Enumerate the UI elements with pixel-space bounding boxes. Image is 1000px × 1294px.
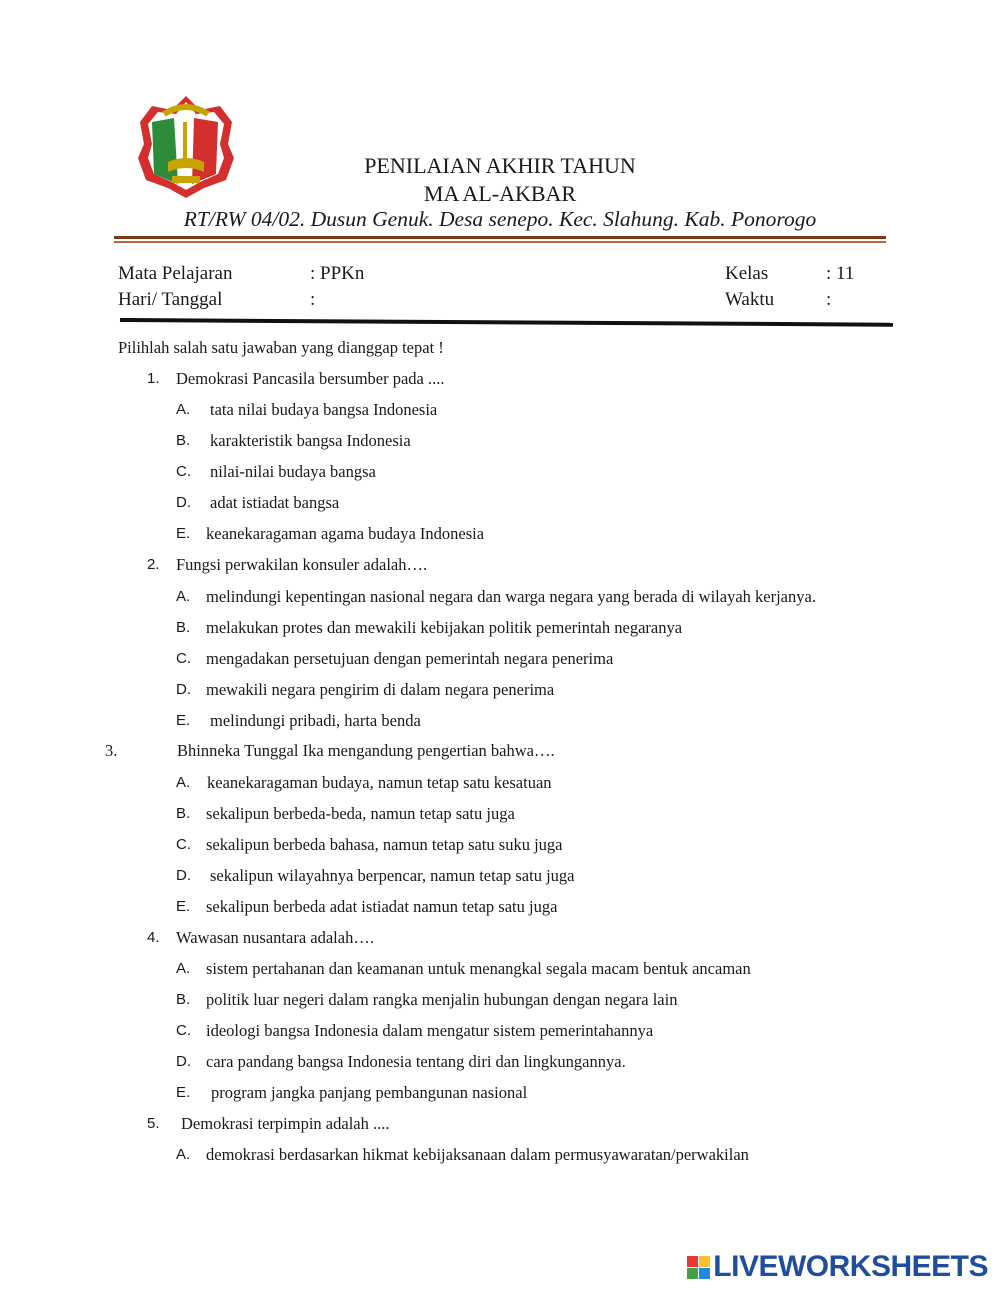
question-text: Bhinneka Tunggal Ika mengandung pengertian bahwa…. xyxy=(177,741,555,760)
school-name: MA AL-AKBAR xyxy=(423,181,577,206)
option-letter: E. xyxy=(176,1084,191,1101)
subject-value: : PPKn xyxy=(310,263,365,284)
subject-label: Mata Pelajaran xyxy=(118,263,233,284)
option-letter: B. xyxy=(176,805,191,822)
option-letter: B. xyxy=(176,619,191,636)
info-divider xyxy=(120,318,893,327)
option-text[interactable]: demokrasi berdasarkan hikmat kebijaksanaan dalam permusyawaratan/perwakilan xyxy=(206,1145,749,1164)
option-text[interactable]: sekalipun berbeda bahasa, namun tetap satu suku juga xyxy=(206,835,563,854)
brand-logo-icon xyxy=(687,1256,710,1279)
exam-title: PENILAIAN AKHIR TAHUN xyxy=(364,153,636,178)
option-letter: E. xyxy=(176,898,191,915)
header-divider-thin xyxy=(114,241,886,243)
brand-block-red xyxy=(687,1256,698,1267)
option-letter: D. xyxy=(176,681,191,698)
option-text[interactable]: keanekaragaman budaya, namun tetap satu kesatuan xyxy=(207,773,552,792)
option-text[interactable]: tata nilai budaya bangsa Indonesia xyxy=(210,400,438,419)
option-text[interactable]: politik luar negeri dalam rangka menjalin hubungan dengan negara lain xyxy=(206,990,678,1009)
question-number: 2. xyxy=(147,556,160,573)
option-text[interactable]: sekalipun berbeda adat istiadat namun tetap satu juga xyxy=(206,897,558,916)
option-text[interactable]: sekalipun wilayahnya berpencar, namun tetap satu juga xyxy=(210,866,575,885)
option-letter: E. xyxy=(176,525,191,542)
question-text: Fungsi perwakilan konsuler adalah…. xyxy=(176,555,428,574)
question-number: 4. xyxy=(147,929,160,946)
brand-name: LIVEWORKSHEETS xyxy=(713,1250,988,1283)
liveworksheets-brand[interactable] xyxy=(687,1250,988,1284)
date-label: Hari/ Tanggal xyxy=(118,289,223,310)
school-address: RT/RW 04/02. Dusun Genuk. Desa senepo. Kec. Slahung. Kab. Ponorogo xyxy=(183,207,817,231)
time-value: : xyxy=(826,289,832,310)
option-text[interactable]: cara pandang bangsa Indonesia tentang diri dan lingkungannya. xyxy=(206,1052,626,1071)
question-text: Wawasan nusantara adalah…. xyxy=(176,928,374,947)
option-letter: A. xyxy=(176,588,191,605)
class-value: : 11 xyxy=(826,263,855,284)
option-text[interactable]: adat istiadat bangsa xyxy=(210,493,340,512)
option-text[interactable]: karakteristik bangsa Indonesia xyxy=(210,431,411,450)
option-text[interactable]: program jangka panjang pembangunan nasional xyxy=(211,1083,528,1102)
option-letter: B. xyxy=(176,432,191,449)
option-letter: A. xyxy=(176,774,191,791)
option-text[interactable]: sistem pertahanan dan keamanan untuk menangkal segala macam bentuk ancaman xyxy=(206,959,751,978)
question-text: Demokrasi Pancasila bersumber pada .... xyxy=(176,369,445,388)
option-letter: D. xyxy=(176,867,191,884)
option-letter: B. xyxy=(176,991,191,1008)
option-letter: E. xyxy=(176,712,191,729)
question-number: 1. xyxy=(147,370,160,387)
question-text: Demokrasi terpimpin adalah .... xyxy=(181,1114,390,1133)
option-text[interactable]: keanekaragaman agama budaya Indonesia xyxy=(206,524,485,543)
question-number: 5. xyxy=(147,1115,160,1132)
option-text[interactable]: mewakili negara pengirim di dalam negara penerima xyxy=(206,680,555,699)
option-letter: C. xyxy=(176,836,191,853)
option-letter: A. xyxy=(176,1146,191,1163)
option-text[interactable]: melindungi kepentingan nasional negara dan warga negara yang berada di wilayah kerjanya. xyxy=(206,587,816,606)
brand-block-green xyxy=(687,1268,698,1279)
brand-block-yellow xyxy=(699,1256,710,1267)
date-value: : xyxy=(310,289,316,310)
time-label: Waktu xyxy=(725,289,775,310)
option-text[interactable]: nilai-nilai budaya bangsa xyxy=(210,462,376,481)
option-text[interactable]: ideologi bangsa Indonesia dalam mengatur sistem pemerintahannya xyxy=(206,1021,654,1040)
option-letter: C. xyxy=(176,1022,191,1039)
header-divider xyxy=(114,236,886,239)
class-label: Kelas xyxy=(725,263,769,284)
brand-block-blue xyxy=(699,1268,710,1279)
instruction: Pilihlah salah satu jawaban yang dianggap tepat ! xyxy=(118,338,444,357)
option-letter: A. xyxy=(176,960,191,977)
option-text[interactable]: mengadakan persetujuan dengan pemerintah negara penerima xyxy=(206,649,614,668)
option-letter: C. xyxy=(176,463,191,480)
option-letter: D. xyxy=(176,1053,191,1070)
option-letter: C. xyxy=(176,650,191,667)
option-letter: D. xyxy=(176,494,191,511)
option-text[interactable]: melindungi pribadi, harta benda xyxy=(210,711,421,730)
option-letter: A. xyxy=(176,401,191,418)
option-text[interactable]: sekalipun berbeda-beda, namun tetap satu juga xyxy=(206,804,515,823)
option-text[interactable]: melakukan protes dan mewakili kebijakan politik pemerintah negaranya xyxy=(206,618,683,637)
question-number: 3. xyxy=(105,741,118,760)
